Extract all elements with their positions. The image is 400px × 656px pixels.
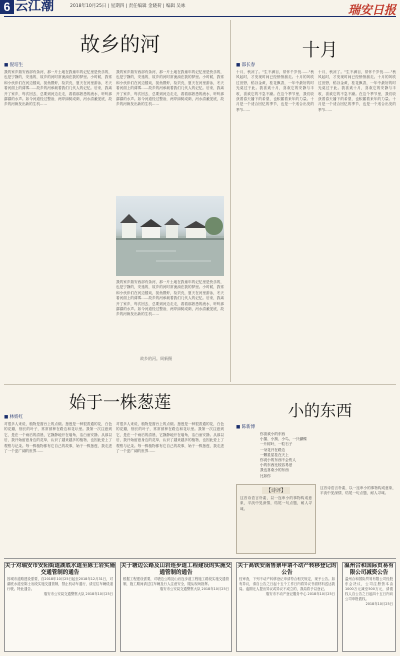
poem-review-label: 【诗评】 [262, 487, 290, 494]
ad-title: 关于高铁安南售票申请不动产转移登记的公告 [237, 563, 337, 576]
page-number-badge: 6 [0, 0, 14, 14]
poem-line: 你说小的东西不会伤人 [260, 458, 296, 463]
header-rule [4, 16, 396, 17]
ad-body: 温州合和国际贸易有限公司经股东会决议，公司注册资本由1000万元减至500万元，请债权人自公告之日起四十五日内向公司申报债权。 [345, 577, 393, 601]
ad-signature: 2018年10月25日 [365, 602, 393, 606]
article-title-guxiang: 故乡的河 [80, 32, 160, 56]
article-body-yicong-col2: 对很多人来说，植物是窗台上的点缀。葱莲是一种很普通的花，白色的花瓣，细长的叶子，常常被种在路边和花坛里。我第一次注意到它，是在一个雨后的清晨，它静静地开在墙角，洁白而安静。从那以后，我开始留意身边的花草，认识了越来越多的植物，也因此爱上了观察与记录。每一株植物都有它自己的故事，始于一株葱莲，我走进了一个更广阔的世界…… [116, 422, 224, 454]
ad-body: 因城市道路建设需要，自2018年10月25日起至2018年12月31日，对湖底水道至陈士岩段实施交通管制，禁止机动车通行，请过往车辆绕道行驶。特此通告。 [7, 577, 113, 591]
article-author-guxiang: ■ 倪培生 [4, 63, 24, 68]
article-body-shiyue-col1: 十月，秋凉了。"生不满百，常怀千岁忧……"秋风起时，才发现时间已经悄悄溜走。十月的风吹过田野，稻谷金黄，桂花飘香，一年中最好的时光莫过于此。我喜欢十月，喜欢它的安静与丰收，喜欢它的不急不躁。在这个季节里，我们收获着春天播下的希望，也积蓄着来年的力量。十月是一个适合回忆的季节，也是一个适合出发的季节…… [236, 70, 314, 112]
river-photo-illustration [116, 196, 224, 276]
ad-signature: 瑞安市公安局交通警察大队 2018年10月25日 [43, 592, 113, 596]
mid-rule [4, 384, 396, 385]
article-body-guxiang-col1: 我的家乡瑞安西部有条河，那一片土地在我童年的记忆里是快乐的，也是宁静的，安逸的，故乡的河时常流淌在我的梦里。小时候，我常和小伙伴们在河边嬉戏，捉鱼摸虾，捡贝壳，夏天在河里游泳，冬天看河面上的薄雾……故乡的河承载着我们几代人的记忆。后来，我离开了家乡，每次回去，总要到河边走走，看看那熟悉的流水，听听那潺潺的水声。如今河道经过整治，两岸绿树成荫，河水清澈见底，故乡的河焕发出新的生机…… [4, 70, 112, 107]
poem-line: 你喜欢小的东西 [260, 432, 286, 436]
article-body-guxiang-col3: 我的家乡瑞安西部有条河，那一片土地在我童年的记忆里是快乐的，也是宁静的，安逸的，故乡的河时常流淌在我的梦里。小时候，我常和小伙伴们在河边嬉戏，捉鱼摸虾，捡贝壳，夏天在河里游泳，冬天看河面上的薄雾……故乡的河承载着我们几代人的记忆。后来，我离开了家乡，每次回去，总要到河边走走，看看那熟悉的流水，听听那潺潺的水声。如今河道经过整治，两岸绿树成荫，河水清澈见底，故乡的河焕发出新的生机…… [116, 280, 224, 317]
column-divider [230, 20, 231, 382]
photo-caption: 故乡的河。周新摄 [140, 356, 172, 361]
poem-line: 小猫、小狗、小鸟，一只蝴蝶 [260, 437, 307, 442]
river-photo [116, 196, 224, 276]
article-title-yicong: 始于一株葱莲 [69, 393, 171, 413]
ad-body: 经审查，下列不动产转移登记申请符合相关规定，现予公告。如有异议，请自公告之日起十五个工作日内将异议书面材料送达我局。逾期无人提出异议或异议不成立的，我局将予以登记。 [239, 577, 335, 591]
article-body-yicong-col1: 对很多人来说，植物是窗台上的点缀。葱莲是一种很普通的花，白色的花瓣，细长的叶子，常常被种在路边和花坛里。我第一次注意到它，是在一个雨后的清晨，它静静地开在墙角，洁白而安静。从那以后，我开始留意身边的花草，认识了越来越多的植物，也因此爱上了观察与记录。每一株植物都有它自己的故事，始于一株葱莲，我走进了一个更广阔的世界…… [4, 422, 112, 454]
ad-notice-2 [120, 562, 232, 652]
poem-line: 小的东西比较容易爱 [260, 463, 293, 468]
ad-title: 温州合和国际贸易有限公司减资公告 [344, 563, 394, 576]
ad-signature: 瑞安市不动产登记服务中心 2018年10月25日 [265, 592, 335, 596]
poem [260, 432, 390, 482]
ad-title: 关于塘边公路及山岩连步道工程建设的实施交通管制的通告 [121, 563, 232, 576]
header-meta: 2018年10月25日 | 星期四 | 责任编辑 金晓荷 | 编辑 吴咏 [70, 4, 186, 9]
poem-line: 一朵花开在路边 [260, 447, 286, 452]
article-title-xiao: 小的东西 [287, 401, 352, 420]
poem-review-body: 这首诗语言朴素，以一连串小的事物构成意象，平淡中见深情，结尾一句点题，耐人寻味。 [240, 496, 312, 511]
ad-notice-3 [236, 562, 338, 652]
article-author-yicong: ■ 林娇红 [4, 415, 24, 420]
section-name: 云江潮 [15, 0, 55, 14]
poem-line: 比如你 [260, 473, 271, 478]
article-author-shiyue: ■ 邵长春 [236, 63, 256, 68]
ad-title: 关于对瑞安市安阳街道湖底水道至陈士岩实施交通管制的通告 [5, 563, 116, 576]
poem-line: 一片树叶，一粒石子 [260, 442, 293, 447]
ad-signature: 瑞安市公安局交通警察大队 2018年10月25日 [159, 587, 229, 591]
poem-line: 我也喜欢小的东西 [260, 468, 289, 473]
article-title-shiyue: 十月 [302, 40, 338, 61]
newspaper-logo: 瑞安日报 [347, 3, 396, 17]
article-body-guxiang-col2: 我的家乡瑞安西部有条河，那一片土地在我童年的记忆里是快乐的，也是宁静的，安逸的，故乡的河时常流淌在我的梦里。小时候，我常和小伙伴们在河边嬉戏，捉鱼摸虾，捡贝壳，夏天在河里游泳，冬天看河面上的薄雾……故乡的河承载着我们几代人的记忆。后来，我离开了家乡，每次回去，总要到河边走走，看看那熟悉的流水，听听那潺潺的水声。如今河道经过整治，两岸绿树成荫，河水清澈见底，故乡的河焕发出新的生机…… [116, 70, 224, 107]
ad-notice-4 [342, 562, 396, 652]
article-body-shiyue-col2: 十月，秋凉了。"生不满百，常怀千岁忧……"秋风起时，才发现时间已经悄悄溜走。十月的风吹过田野，稻谷金黄，桂花飘香，一年中最好的时光莫过于此。我喜欢十月，喜欢它的安静与丰收，喜欢它的不急不躁。在这个季节里，我们收获着春天播下的希望，也积蓄着来年的力量。十月是一个适合回忆的季节，也是一个适合出发的季节…… [318, 70, 396, 112]
ad-body: 根据工程建设需要，对塘边公路及山岩连步道工程施工路段实施交通管制，施工期间请过往车辆及行人注意安全，服从现场指挥。 [123, 577, 229, 586]
article-body-xiao: 这首诗语言朴素，以一连串小的事物构成意象，平淡中见深情，结尾一句点题，耐人寻味。 [320, 486, 396, 496]
ads-rule [4, 558, 396, 559]
ad-notice-1 [4, 562, 116, 652]
article-author-xiao: ■ 陈新博 [236, 425, 256, 430]
poem-line: 一颗星星挂在天上 [260, 452, 289, 457]
poem-review-box [236, 484, 316, 554]
